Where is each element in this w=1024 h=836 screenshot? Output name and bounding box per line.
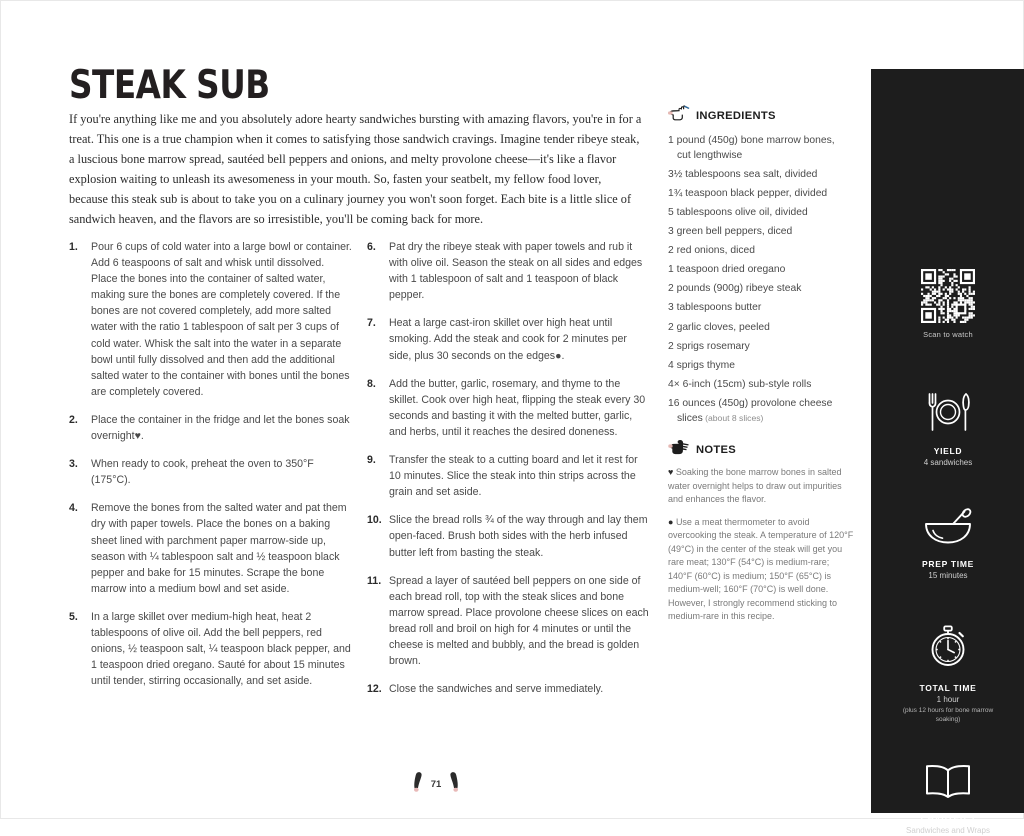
- yield-title: YIELD: [933, 446, 963, 456]
- ingredient-qualifier: (about 8 slices): [702, 412, 764, 423]
- instruction-step-number: 2.: [69, 413, 78, 426]
- instruction-step: [69, 412, 352, 444]
- ingredient-text: 2 sprigs rosemary: [668, 340, 750, 352]
- note-bullet-icon: ♥: [668, 467, 676, 478]
- ingredient-text: 16 ounces (450g) provolone cheese: [668, 398, 833, 410]
- yield-block: [871, 391, 1024, 468]
- open-book-icon: [922, 761, 974, 806]
- ingredient-text: 3 tablespoons butter: [668, 302, 762, 314]
- ingredient-text: 1¾ teaspoon black pepper, divided: [668, 187, 828, 199]
- instruction-step-text: When ready to cook, preheat the oven to 350°F (175°C).: [91, 458, 314, 487]
- instruction-step-number: 4.: [69, 502, 78, 515]
- ingredient-item: [668, 168, 854, 183]
- instruction-step-text: Close the sandwiches and serve immediately.: [389, 683, 604, 696]
- ingredient-item: [668, 397, 854, 426]
- qr-code-icon[interactable]: [921, 269, 975, 323]
- instructions-column-middle: [367, 239, 650, 709]
- instructions-column-left: [69, 239, 352, 701]
- instruction-step-number: 3.: [69, 458, 78, 471]
- qr-caption: Scan to watch: [923, 330, 973, 339]
- instruction-step-text: Add the butter, garlic, rosemary, and thyme to the skillet. Cook over high heat, flipping the steak every 30 seconds and basting it with the melted butter, garlic, and herbs, until it reaches the desired doneness.: [389, 377, 646, 438]
- page-number: 71: [430, 779, 442, 790]
- instruction-step-number: 9.: [367, 454, 376, 467]
- instruction-step-number: 12.: [367, 683, 382, 696]
- ingredient-item: [668, 359, 854, 374]
- instruction-step-text: Place the container in the fridge and let the bones soak overnight♥.: [91, 413, 350, 443]
- instruction-step-number: 8.: [367, 377, 376, 390]
- mixing-bowl-icon: [920, 508, 976, 551]
- recipe-intro-paragraph: If you're anything like me and you absolutely adore hearty sandwiches bursting with amazing flavors, you're in for a treat. This one is a true champion when it comes to satisfying those sandwich cravings. Imagine tender ribeye steak, a luscious bone marrow spread, sautéed bell peppers and onions, and melty provolone cheese—it's like a flavor explosion waiting to unleash its awesomeness in your mouth. So, fasten your seatbelt, my fellow food lover, because this steak sub is about to take you on a culinary journey you won't soon forget. Each bite is a little slice of sandwich heaven, and the flavors are so irresistible, you'll be coming back for more.: [69, 112, 642, 227]
- notes-list: [668, 466, 854, 624]
- ingredient-text: 2 garlic cloves, peeled: [668, 321, 770, 333]
- instruction-step: [69, 500, 352, 597]
- total-time-value: 1 hour: [936, 694, 960, 704]
- recipe-info-sidebar: [871, 69, 1024, 835]
- note-item: [668, 466, 854, 507]
- yield-value: 4 sandwiches: [923, 458, 973, 467]
- ingredient-item: [668, 340, 854, 355]
- prep-time-value: 15 minutes: [928, 571, 968, 581]
- instruction-step: [367, 239, 650, 303]
- ingredient-continuation: slices (about 8 slices): [677, 412, 764, 424]
- ingredients-list: [668, 134, 854, 426]
- instruction-step-number: 10.: [367, 514, 382, 527]
- instruction-step-text: In a large skillet over medium-high heat, heat 2 tablespoons of olive oil. Add the bell peppers, red onions, ½ teaspoon salt, ¼ teaspoon black pepper, and 1 teaspoon dried oregano. Sauté for about 15 minutes until tender, stirring occasionally, and set aside.: [91, 610, 351, 688]
- instruction-step-number: 11.: [367, 574, 382, 587]
- note-text: Soaking the bone marrow bones in salted water overnight helps to draw out impurities and enhances the flavor.: [668, 467, 842, 505]
- total-time-block: [871, 622, 1024, 725]
- instruction-step-text: Heat a large cast-iron skillet over high heat until smoking. Add the steak and cook for 2 minutes per side, plus 30 seconds on the edges●.: [389, 317, 627, 362]
- ingredient-text: 1 pound (450g) bone marrow bones,: [668, 135, 835, 146]
- ingredient-text: 3½ tablespoons sea salt, divided: [668, 168, 818, 180]
- ingredient-item: [668, 244, 854, 259]
- notes-heading: [668, 439, 854, 460]
- prep-time-block: [871, 508, 1024, 581]
- instruction-step: [367, 573, 650, 670]
- notes-heading-label: NOTES: [696, 443, 737, 456]
- ingredients-and-notes-column: [668, 105, 854, 633]
- ingredient-continuation: cut lengthwise: [677, 149, 743, 161]
- chapter-block: [871, 761, 1024, 836]
- total-time-note: (plus 12 hours for bone marrow soaking): [902, 707, 994, 723]
- ingredient-text: 3 green bell peppers, diced: [668, 226, 793, 238]
- qr-block: [871, 269, 1024, 339]
- instruction-step: [367, 452, 650, 500]
- ingredient-item: [668, 378, 854, 393]
- instruction-step-text: Transfer the steak to a cutting board and let it rest for 10 minutes. Slice the steak into thin strips across the grain and set aside.: [389, 454, 638, 499]
- instruction-step-number: 1.: [69, 241, 78, 253]
- ingredient-item: [668, 134, 854, 163]
- ingredient-text: 1 teaspoon dried oregano: [668, 264, 786, 276]
- ingredient-item: [668, 263, 854, 278]
- ingredients-heading-label: INGREDIENTS: [696, 109, 776, 122]
- ingredient-text: 2 red onions, diced: [668, 245, 756, 257]
- pointing-hand-icon: [668, 439, 690, 460]
- instruction-step-number: 7.: [367, 317, 376, 330]
- ingredient-item: [668, 225, 854, 240]
- ingredient-text: 4 sprigs thyme: [668, 359, 735, 371]
- instruction-step: [69, 456, 352, 488]
- ingredient-item: [668, 282, 854, 297]
- instruction-step: [367, 376, 650, 440]
- instruction-step: [69, 239, 352, 400]
- note-item: [668, 516, 854, 624]
- bone-icon: [448, 771, 461, 798]
- pointing-hand-icon: [668, 105, 690, 126]
- instruction-step: [69, 609, 352, 689]
- chapter-value: Sandwiches and Wraps: [906, 825, 990, 835]
- total-time-title: TOTAL TIME: [919, 682, 977, 693]
- ingredients-heading: [668, 105, 854, 126]
- page-title: STEAK SUB: [69, 63, 270, 108]
- stopwatch-icon: [924, 622, 972, 675]
- instruction-step-text: Slice the bread rolls ¾ of the way through and lay them open-faced. Brush both sides with the herb infused butter left from basting the steak.: [389, 514, 648, 559]
- instruction-step-text: Pat dry the ribeye steak with paper towels and rub it with olive oil. Season the steak on all sides and edges with 1 tablespoon of salt and 1 teaspoon of black pepper.: [389, 241, 643, 302]
- instruction-step-text: Remove the bones from the salted water and pat them dry with paper towels. Place the bones on a baking sheet lined with parchment paper marrow-side up, season with ¼ tablespoon salt and ½ teaspoon black pepper and bake for 15 minutes. Scrape the bone marrow into a medium bowl and set aside.: [91, 502, 347, 595]
- instruction-step-text: Pour 6 cups of cold water into a large bowl or container. Add 6 teaspoons of salt and whisk until dissolved. Place the bones into the container of salted water, making sure the bones are completely covered. If the bones are not covered completely, add more salted water with the ratio 1 tablespoon of salt per 3 cups of cold water. Whisk the salt into the water in a separate bowl until fully dissolved and then add the additional salted water to the container with bones until the bones are completely covered.: [91, 241, 352, 398]
- instruction-step: [367, 512, 650, 560]
- note-text: Use a meat thermometer to avoid overcooking the steak. A temperature of 120°F (49°C) in the center of the steak will get you rare meat; 130°F (54°C) is medium-rare; 140°F (60°C) is medium; 150°F (65°C) is medium-well; 160°F (70°C) is well done. However, I strongly recommend sticking to medium-rare in this recipe.: [668, 516, 854, 622]
- ingredient-text: 2 pounds (900g) ribeye steak: [668, 283, 802, 295]
- bone-icon: [411, 771, 424, 798]
- instruction-step-text: Spread a layer of sautéed bell peppers on one side of each bread roll, top with the steak slices and bone marrow spread. Place provolone cheese slices on each bread roll and broil on high for 4 minutes or until the cheese is melted and bubbly, and the bread is golden brown.: [389, 574, 649, 668]
- prep-time-title: PREP TIME: [922, 559, 974, 570]
- instruction-step-number: 6.: [367, 241, 376, 253]
- instruction-step: [367, 315, 650, 363]
- ingredient-text: 5 tablespoons olive oil, divided: [668, 206, 808, 218]
- page-footer: [1, 771, 871, 798]
- instruction-step: [367, 681, 650, 697]
- ingredient-text: 4× 6-inch (15cm) sub-style rolls: [668, 378, 812, 390]
- plate-fork-knife-icon: [921, 391, 975, 438]
- instruction-step-number: 5.: [69, 610, 78, 623]
- ingredient-item: [668, 187, 854, 202]
- ingredient-item: [668, 321, 854, 336]
- chapter-title: CHAPTER 2: [920, 813, 976, 824]
- ingredient-item: [668, 301, 854, 316]
- ingredient-item: [668, 206, 854, 221]
- note-bullet-icon: ●: [668, 516, 676, 527]
